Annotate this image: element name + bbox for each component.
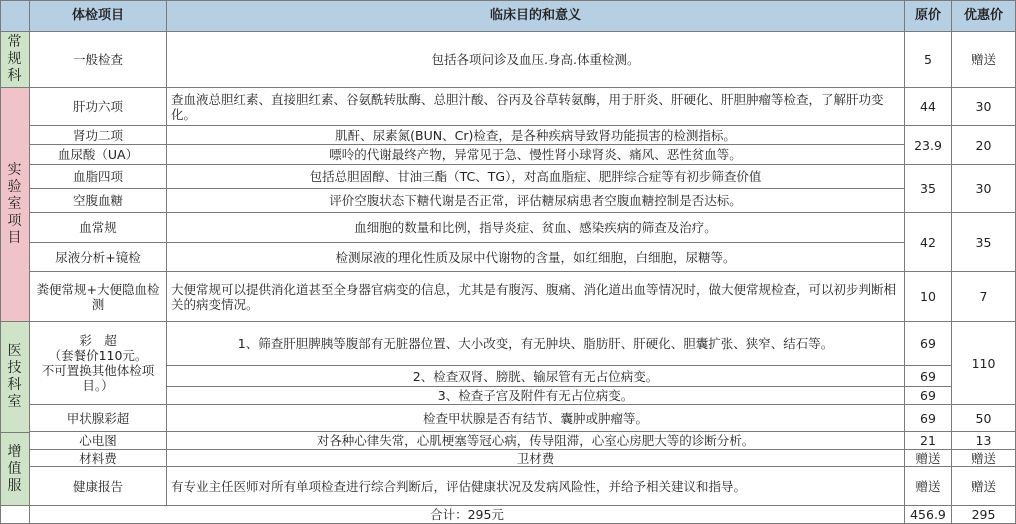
table-row-meaning: 有专业主任医师对所有单项检查进行综合判断后，评估健康状况及发病风险性，并给予相关建议和指导。 bbox=[167, 467, 905, 506]
table-row-meaning: 检查甲状腺是否有结节、囊肿或肿瘤等。 bbox=[167, 405, 905, 432]
table-row-item: 尿液分析+镜检 bbox=[30, 243, 167, 272]
table-row-discount: 7 bbox=[952, 272, 1016, 322]
table-row-item: 材料费 bbox=[30, 450, 167, 467]
table-row-meaning: 对各种心律失常，心肌梗塞等冠心病，传导阻滞，心室心房肥大等的诊断分析。 bbox=[167, 432, 905, 450]
merged-discount-ultrasound: 110 bbox=[952, 322, 1016, 405]
table-row-item: 血脂四项 bbox=[30, 165, 167, 189]
table-row-meaning: 3、检查子宫及附件有无占位病变。 bbox=[167, 387, 905, 405]
merged-discount-blood-urine: 35 bbox=[952, 213, 1016, 272]
total-discount: 295 bbox=[952, 506, 1016, 524]
table-row-meaning: 评价空腹状态下糖代谢是否正常，评估糖尿病患者空腹血糖控制是否达标。 bbox=[167, 189, 905, 213]
category-imaging: 医 技 科 室 bbox=[0, 322, 30, 433]
table-row-price: 69 bbox=[905, 366, 952, 387]
table-row-meaning: 2、检查双肾、膀胱、输尿管有无占位病变。 bbox=[167, 366, 905, 387]
table-row-meaning: 肌酐、尿素氮(BUN、Cr)检查，是各种疾病导致肾功能损害的检测指标。 bbox=[167, 126, 905, 145]
table-row-meaning: 血细胞的数量和比例，指导炎症、贫血、感染疾病的筛查及治疗。 bbox=[167, 213, 905, 243]
table-row-meaning: 卫材费 bbox=[167, 450, 905, 467]
table-row-price: 69 bbox=[905, 322, 952, 366]
table-row-price: 21 bbox=[905, 432, 952, 450]
table-row-item: 甲状腺彩超 bbox=[30, 405, 167, 432]
merged-discount-lipid-glucose: 30 bbox=[952, 165, 1016, 213]
merged-price-lipid-glucose: 35 bbox=[905, 165, 952, 213]
table-row-price: 44 bbox=[905, 88, 952, 126]
merged-discount-renal-ua: 20 bbox=[952, 126, 1016, 165]
table-row-item: 血尿酸（UA） bbox=[30, 145, 167, 165]
table-row-meaning: 查血液总胆红素、直接胆红素、谷氨酰转肽酶、总胆汁酸、谷丙及谷草转氨酶，用于肝炎、肝硬化、肝胆肿瘤等检查，了解肝功变化。 bbox=[167, 88, 905, 126]
table-row-meaning: 包括总胆固醇、甘油三酯（TC、TG），对高血脂症、肥胖综合症等有初步筛查价值 bbox=[167, 165, 905, 189]
merged-price-blood-urine: 42 bbox=[905, 213, 952, 272]
table-row-meaning: 1、筛查肝胆脾胰等腹部有无脏器位置、大小改变，有无肿块、脂肪肝、肝硬化、胆囊扩张、狭窄、结石等。 bbox=[167, 322, 905, 366]
table-row-discount: 赠送 bbox=[952, 450, 1016, 467]
header-meaning: 临床目的和意义 bbox=[167, 0, 905, 32]
merged-price-renal-ua: 23.9 bbox=[905, 126, 952, 165]
table-row-price: 赠送 bbox=[905, 450, 952, 467]
table-row-price: 69 bbox=[905, 405, 952, 432]
header-item: 体检项目 bbox=[30, 0, 167, 32]
table-row-item: 心电图 bbox=[30, 432, 167, 450]
table-row-item: 肾功二项 bbox=[30, 126, 167, 145]
category-lab: 实 验 室 项 目 bbox=[0, 88, 30, 322]
table-row-discount: 赠送 bbox=[952, 32, 1016, 88]
table-row-item: 健康报告 bbox=[30, 467, 167, 506]
table-row-meaning: 检测尿液的理化性质及尿中代谢物的含量，如红细胞，白细胞，尿糖等。 bbox=[167, 243, 905, 272]
header-discount: 优惠价 bbox=[952, 0, 1016, 32]
table-row-meaning: 嘌呤的代谢最终产物，异常见于急、慢性肾小球肾炎、痛风、恶性贫血等。 bbox=[167, 145, 905, 165]
table-row-discount: 赠送 bbox=[952, 467, 1016, 506]
table-row-price: 69 bbox=[905, 387, 952, 405]
table-row-discount: 13 bbox=[952, 432, 1016, 450]
table-row-item: 空腹血糖 bbox=[30, 189, 167, 213]
total-label: 合计：295元 bbox=[30, 506, 905, 524]
table-row-item: 肝功六项 bbox=[30, 88, 167, 126]
table-row-item-ultrasound: 彩 超 （套餐价110元。 不可置换其他体检项目。） bbox=[30, 322, 167, 405]
header-price: 原价 bbox=[905, 0, 952, 32]
table-row-meaning: 大便常规可以提供消化道甚至全身器官病变的信息，尤其是有腹泻、腹痛、消化道出血等情况时，做大便常规检查，可以初步判断相关的病变情况。 bbox=[167, 272, 905, 322]
total-price: 456.9 bbox=[905, 506, 952, 524]
table-row-meaning: 包括各项问诊及血压.身高.体重检测。 bbox=[167, 32, 905, 88]
table-row-item: 一般检查 bbox=[30, 32, 167, 88]
header-category bbox=[0, 0, 30, 32]
table-row-price: 10 bbox=[905, 272, 952, 322]
table-row-price: 赠送 bbox=[905, 467, 952, 506]
table-row-price: 5 bbox=[905, 32, 952, 88]
table-row-item: 血常规 bbox=[30, 213, 167, 243]
table-row-discount: 30 bbox=[952, 88, 1016, 126]
category-total-blank bbox=[0, 506, 30, 524]
category-value-added: 增 值 服 bbox=[0, 433, 30, 506]
table-row-discount: 50 bbox=[952, 405, 1016, 432]
category-general: 常 规 科 bbox=[0, 32, 30, 88]
table-row-item: 粪便常规+大便隐血检测 bbox=[30, 272, 167, 322]
